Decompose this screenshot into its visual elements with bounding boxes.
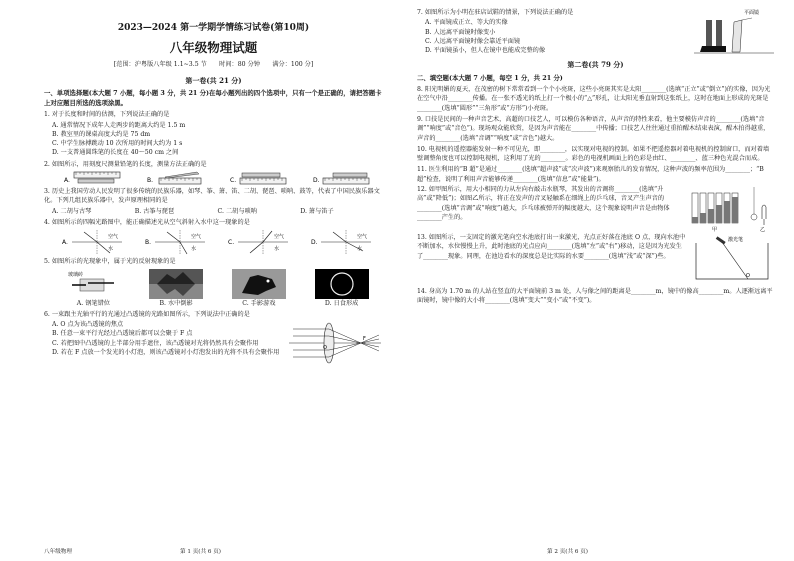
ruler-pencil-figure-c [230, 171, 288, 185]
point-o-label: O [746, 273, 750, 280]
light-path-figure-b [145, 229, 207, 255]
question-4: 4. 如图所示的四幅光路图中，能正确描述光从空气斜射入水中这一现象的是 [44, 218, 250, 226]
q2-label-a: A. [64, 177, 71, 185]
convex-lens-figure [287, 320, 383, 366]
q5-figure-d [315, 269, 369, 308]
water-bottle-xylophone-figure [688, 185, 774, 233]
q2-label-c: C. [229, 177, 236, 185]
q2-figure-d [313, 171, 371, 185]
section-1-title: 第一卷(共 21 分) [185, 75, 242, 85]
q4-b-water-label: 水 [191, 246, 197, 253]
q7-option-a: A. 平面镜成正立、等大的实像 [425, 19, 508, 27]
q4-label-b: B. [145, 239, 152, 247]
question-2: 2. 如图所示，用刻度尺测量铅笔的长度，测量方法正确的是 [44, 160, 207, 168]
q6-options [44, 320, 287, 366]
q1-option-c: C. 中学生脉搏跳动 10 次所用的时间大约为 1 s [52, 140, 183, 148]
section-2-title: 第二卷(共 79 分) [567, 60, 624, 69]
q7-option-d: D. 平面镜虽小，但人在镜中也能成完整的像 [425, 47, 546, 55]
question-14: 14. 身高为 1.70 m 的人站在竖直的大平面镜前 3 m 处，人与像之间的距离是________m，镜中的像高________m。人逐渐远离平面镜时，镜中像的大小将________(选填“变大”“变小”或“不变”)。 [417, 288, 773, 305]
q4-c-water-label: 水 [273, 246, 279, 253]
q1-option-d: D. 一支普通圆珠笔的长度在 40～50 cm 之间 [52, 149, 179, 157]
laser-pen-label: 激光笔 [728, 237, 744, 244]
q7-option-c: C. 人远离平面镜时像会靠近平面镜 [425, 37, 521, 45]
part-2-header: 二、填空题(本大题 7 小题，每空 1 分，共 21 分) [417, 73, 563, 82]
q5-option-b: B. 水中倒影 [159, 299, 193, 307]
ruler-pencil-figure-d [313, 171, 371, 185]
water-reflection-photo [149, 269, 203, 299]
page-right [397, 0, 794, 561]
q2-figure-a [64, 171, 122, 185]
q12-body [417, 185, 774, 233]
question-3: 3. 历史上我国劳动人民发明了很多传统的民族乐器，如琴、筝、箫、笛、二胡、琵琶、唢呐、鼓等，代表了中国民族乐器文化。下列几组民族乐器中，发声原理相同的是 [44, 188, 380, 205]
q2-figures [52, 171, 383, 185]
q1-option-a: A. 通常情况下成年人走两步的距离大约是 1.5 m [52, 121, 186, 129]
q4-a-water-label: 水 [108, 246, 114, 253]
exam-title: 2023—2024 第一学期学情练习试卷(第10周) [117, 23, 310, 33]
question-5: 5. 如图所示的光现象中，属于光的反射现象的是 [44, 258, 176, 266]
solar-eclipse-photo [315, 269, 369, 299]
question-12: 12. 如甲图所示，用大小相同的力从左向右敲击水瓶琴，其发出的音调将________(选填“升高”或“降低”)；如图乙所示，将正在发声的音叉轻触系在细绳上的乒乓球，音叉产生声音的________(选填“音调”或“响度”)越大，乒乓球被弹开的幅度越大，这个现象说明声音是由物体________产生的。 [417, 186, 670, 221]
laser-pool-figure [688, 233, 774, 285]
q2-figure-b [147, 171, 205, 185]
question-13: 13. 如图所示，一支固定的激光笔向空水池底打出一束激光，光点正好落在池底 O 点，现向水池中不断加水，水位慢慢上升，此时池底的光点应向________(选填“左”或“右”)移动，这是因为光发生了________现象。同理，在池边看水的深度总是比实际的水要________(选填“浅”或“深”)些。 [417, 234, 686, 260]
q5-figure-c [232, 269, 286, 308]
q6-option-d: D. 若在 F 点放一个发光的小灯泡，则该凸透镜对小灯泡发出的光将不具有会聚作用 [52, 349, 280, 357]
exam-info: [范围：沪粤版八年级 1.1~3.5 节 时间：80 分钟 满分：100 分] [113, 61, 314, 69]
q3-option-a: A. 二胡与古琴 [52, 207, 92, 215]
q2-label-b: B. [147, 177, 154, 185]
q5-option-c: C. 手影游戏 [242, 299, 276, 307]
figure-jia-label: 甲 [712, 227, 718, 234]
q6-option-b: B. 任意一束平行光经过凸透镜后都可以会聚于 F 点 [52, 330, 193, 338]
q3-options [52, 207, 383, 216]
q2-label-d: D. [312, 177, 320, 185]
question-8: 8. 阳光明媚的夏天，在茂密的树下常常看到一个个小亮斑，这些小亮斑其实是太阳________(选填“正立”或“倒立”)的实像，因为光在空气中沿________传播。在一张不透光的纸上打一个极小的“△”形孔，让太阳光垂直射到这张纸上，这时在地面上形成的光斑是________(选填“圆形”“三角形”或“方形”)小亮斑。 [417, 86, 771, 112]
exam-subject-title: 八年级物理试题 [169, 39, 258, 55]
footer-page-1: 第 1 页(共 6 页) [180, 548, 221, 555]
q5-figure-b [149, 269, 203, 308]
lens-focus-label: F [363, 336, 366, 343]
q4-b-air-label: 空气 [191, 234, 202, 241]
q4-d-water-label: 水 [356, 246, 362, 253]
light-path-figure-a [62, 229, 124, 255]
q4-a-air-label: 空气 [108, 234, 119, 241]
q6-option-a: A. O 点为该凸透镜的焦点 [52, 321, 124, 329]
light-path-figure-d [311, 229, 373, 255]
lens-center-label: O [323, 345, 327, 352]
q5-option-d: D. 日食形成 [324, 299, 359, 307]
q7-text [417, 6, 694, 56]
q4-figures [52, 229, 383, 255]
question-11: 11. 医生利用的“B 超”是通过________(选填“超声波”或“次声波”)来观察胎儿的发育情况，这种声波的频率范围为________；“B 超”检查，说明了利用声音能够传递________(选填“信息”或“能量”)。 [417, 166, 764, 183]
question-7: 7. 如图所示为小明在驻店试鞋的情景，下列说法正确的是 [417, 9, 574, 16]
q7-body [417, 6, 774, 56]
pen-glass-photo [66, 269, 120, 299]
q4-d-air-label: 空气 [356, 234, 367, 241]
question-10: 10. 电视机的遥控器能发射一种不可见光，即________，以实现对电视的控制。如果不把遥控器对着电视机的控制窗口，而对着墙壁调整角度也可以控制电视机，这利用了光的________。彩色的电视机画面上的色彩是由红、________、蓝三种色光混合而成。 [417, 145, 770, 163]
question-1: 1. 对于长度和时间的估测，下列说法正确的是 [44, 111, 170, 119]
q4-label-d: D. [310, 239, 318, 247]
q4-c-air-label: 空气 [273, 234, 284, 241]
light-path-figure-c [228, 229, 290, 255]
footer-subject: 八年级物理 [44, 548, 72, 555]
figure-yi-label: 乙 [760, 227, 766, 234]
shoe-mirror-figure [694, 6, 774, 56]
q6-body [44, 320, 383, 366]
question-9: 9. 口技是民间的一种声音艺术，高超的口技艺人，可以模仿各种语音，从声音的特性来看，他主要模仿声音的________(选填“音调”“响度”或“音色”)。现场观众能欣赏，是因为声音能在________中传播；口技艺人往往通过重拍醒木结束表演，醒木拍得越重，声音的________(选填“音调”“响度”或“音色”)越大。 [417, 116, 770, 142]
question-6: 6. 一束跟主光轴平行的光通过凸透镜的光路如图所示，下列说法中正确的是 [44, 310, 250, 318]
q5-figure-a [66, 269, 120, 308]
q5-option-a: A. 钢笔错位 [76, 299, 110, 307]
q2-figure-c [230, 171, 288, 185]
q4-label-c: C. [227, 239, 234, 247]
part-1-header: 一、单项选择题(本大题 7 小题，每小题 3 分，共 21 分)在每小题列出的四个选项中，只有一个是正确的，请把答题卡上对应题目所选的选项涂黑。 [44, 89, 382, 107]
q1-option-b: B. 教室里的课桌高度大约是 75 dm [52, 130, 151, 138]
q6-option-c: C. 若把图中凸透镜的上半部分用手遮住，该凸透镜对光将仍然具有会聚作用 [52, 339, 259, 347]
ruler-pencil-figure-a [64, 171, 122, 185]
q13-body [417, 233, 774, 285]
mirror-label: 平面镜 [744, 10, 760, 16]
hand-shadow-photo [232, 269, 286, 299]
q3-option-c: C. 二胡与唢呐 [217, 207, 257, 215]
q3-option-b: B. 古筝与琵琶 [134, 207, 175, 215]
glass-brick-label: 玻璃砖 [68, 271, 84, 278]
q7-option-b: B. 人远离平面镜时像变小 [425, 28, 496, 36]
q5-figures [52, 269, 383, 308]
footer-page-2: 第 2 页(共 6 页) [547, 548, 588, 555]
q4-label-a: A. [62, 239, 69, 247]
ruler-pencil-figure-b [147, 171, 205, 185]
q3-option-d: D. 箫与笛子 [300, 207, 334, 215]
